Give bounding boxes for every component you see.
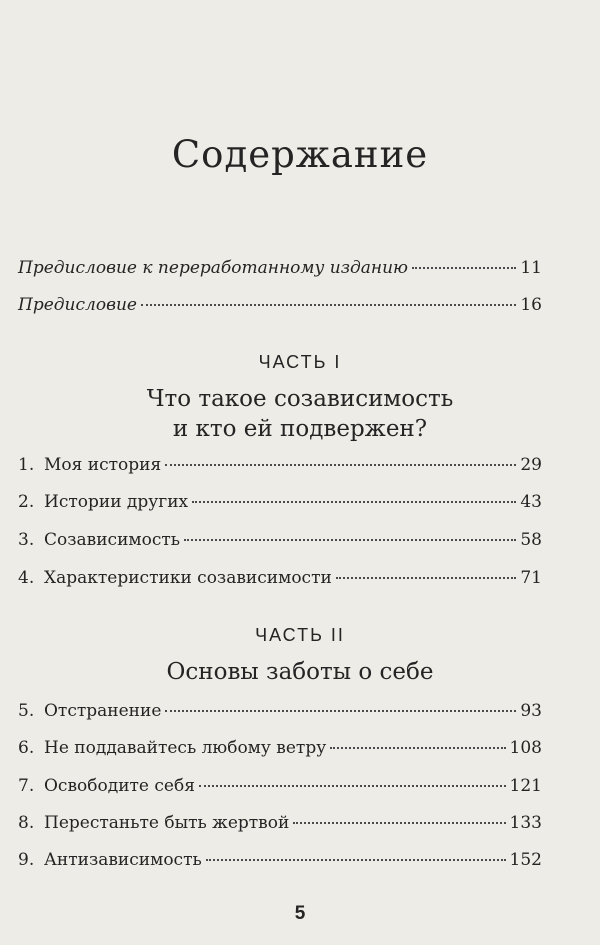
leader-dots [336, 577, 517, 579]
toc-entry-label [18, 530, 180, 550]
leader-dots [412, 267, 516, 269]
page-title: Содержание [171, 133, 429, 176]
toc-page-number: 29 [520, 455, 542, 475]
leader-dots [330, 747, 505, 749]
chapter-number: 7. [18, 776, 35, 796]
toc-entry-chapter-4 [18, 568, 542, 588]
toc-entry-chapter-9 [18, 850, 542, 870]
chapter-title: Антизависимость [44, 850, 202, 870]
toc-entry-label [18, 738, 326, 758]
toc-entry-chapter-7 [18, 776, 542, 796]
leader-dots [184, 539, 516, 541]
toc-entry-label [18, 850, 202, 870]
toc-entry-chapter-5 [18, 701, 542, 721]
chapter-number: 2. [18, 492, 35, 512]
toc-entry-label [18, 813, 289, 833]
part-1-label: ЧАСТЬ I [258, 352, 342, 372]
leader-dots [192, 501, 516, 503]
leader-dots [206, 859, 506, 861]
toc-page-number: 133 [509, 813, 542, 833]
toc-entry-chapter-1 [18, 455, 542, 475]
leader-dots [165, 710, 516, 712]
toc-entry-label [18, 568, 332, 588]
part-title-line: и кто ей подвержен? [172, 416, 428, 442]
toc-page-number: 121 [509, 776, 542, 796]
part-2-label: ЧАСТЬ II [255, 625, 345, 645]
toc-page-number: 152 [509, 850, 542, 870]
toc-page-number: 71 [520, 568, 542, 588]
toc-entry-chapter-8 [18, 813, 542, 833]
page-number: 5 [294, 903, 306, 924]
chapter-number: 9. [18, 850, 35, 870]
chapter-title: Перестаньте быть жертвой [44, 813, 290, 833]
toc-page-number: 93 [520, 701, 542, 721]
toc-entry-preface-revised [18, 258, 542, 278]
toc-entry-label [18, 455, 161, 475]
leader-dots [165, 464, 516, 466]
toc-page-number: 11 [520, 258, 542, 278]
chapter-title: Моя история [44, 455, 162, 475]
toc-page-number: 43 [520, 492, 542, 512]
leader-dots [293, 822, 505, 824]
part-2-title [0, 657, 600, 687]
chapter-title: Созависимость [44, 530, 181, 550]
chapter-number: 8. [18, 813, 35, 833]
toc-entry-label [18, 776, 195, 796]
chapter-title: Освободите себя [44, 776, 195, 796]
leader-dots [141, 304, 516, 306]
chapter-number: 6. [18, 738, 35, 758]
toc-entry-chapter-6 [18, 738, 542, 758]
chapter-number: 3. [18, 530, 35, 550]
toc-entry-chapter-3 [18, 530, 542, 550]
toc-entry-label [18, 492, 188, 512]
part-1-title [0, 384, 600, 444]
part-title-line: Основы заботы о себе [166, 659, 434, 685]
chapter-title: Истории других [44, 492, 189, 512]
toc-entry-preface [18, 295, 542, 315]
chapter-number: 5. [18, 701, 35, 721]
chapter-title: Характеристики созависимости [44, 568, 332, 588]
chapter-number: 1. [18, 455, 35, 475]
toc-entry-label: Предисловие к переработанному изданию [18, 258, 409, 278]
toc-entry-chapter-2 [18, 492, 542, 512]
chapter-number: 4. [18, 568, 35, 588]
toc-page-number: 16 [520, 295, 542, 315]
toc-entry-label: Предисловие [18, 295, 137, 315]
leader-dots [199, 785, 506, 787]
chapter-title: Отстранение [44, 701, 162, 721]
toc-page-number: 108 [509, 738, 542, 758]
toc-page-number: 58 [520, 530, 542, 550]
chapter-title: Не поддавайтесь любому ветру [44, 738, 327, 758]
part-title-line: Что такое созависимость [146, 386, 454, 412]
toc-entry-label [18, 701, 161, 721]
